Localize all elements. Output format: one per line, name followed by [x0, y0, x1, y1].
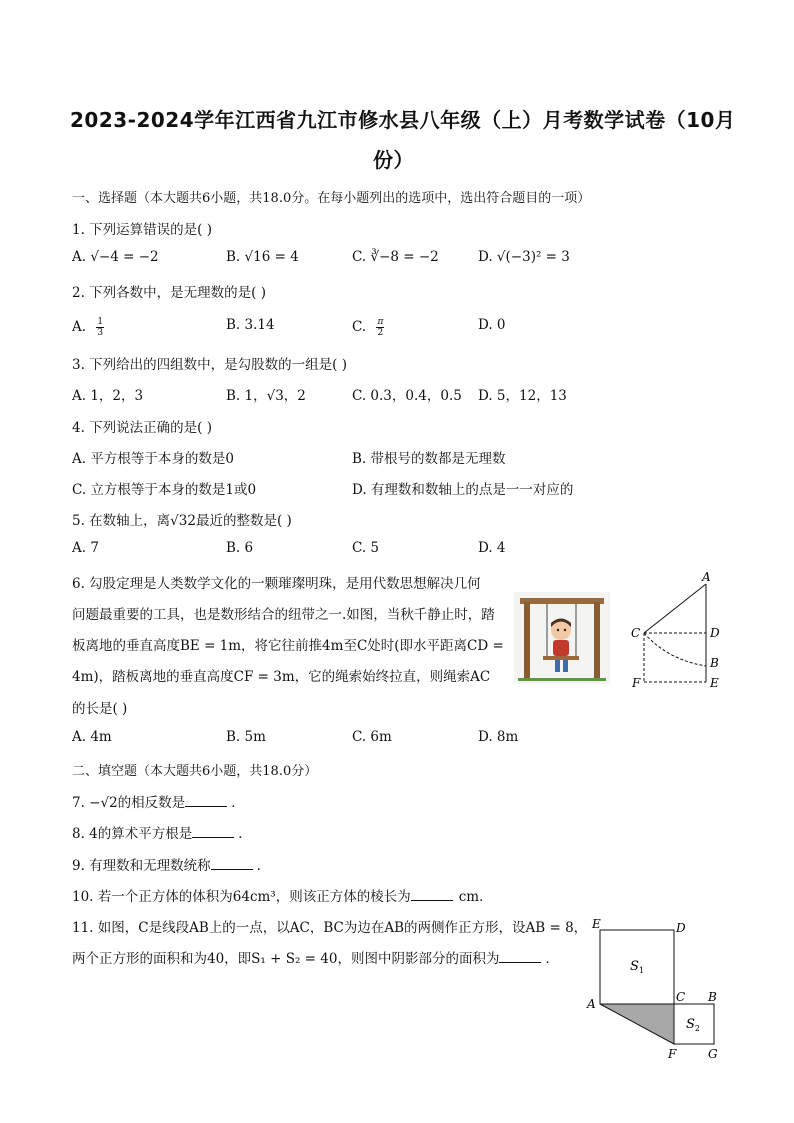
question-1-option-a: A. √−4 = −2 — [72, 249, 159, 265]
fraction-numerator: π — [377, 317, 384, 327]
question-6-line-4: 4m)，踏板离地的垂直高度CF = 3m，它的绳索始终拉直，则绳索AC — [72, 669, 491, 685]
question-5-option-b: B. 6 — [226, 540, 254, 556]
answer-blank[interactable] — [499, 950, 541, 963]
question-2-stem: 2. 下列各数中，是无理数的是( ) — [72, 285, 266, 301]
fraction-denominator: 3 — [97, 328, 104, 338]
point-label-b: B — [708, 990, 717, 1004]
question-6-line-2: 问题最重要的工具，也是数形结合的纽带之一.如图，当秋千静止时，踏 — [72, 607, 495, 623]
question-3-option-c: C. 0.3，0.4，0.5 — [352, 388, 462, 404]
question-6-line-5: 的长是( ) — [72, 701, 128, 717]
question-6-line-1: 6. 勾股定理是人类数学文化的一颗璀璨明珠，是用代数思想解决几何 — [72, 576, 481, 592]
question-4-option-c: C. 立方根等于本身的数是1或0 — [72, 482, 257, 498]
fraction-numerator: 1 — [97, 317, 104, 327]
question-3-option-b: B. 1，√3，2 — [226, 388, 306, 404]
question-3-option-a: A. 1，2，3 — [72, 388, 144, 404]
question-6-line-3: 板离地的垂直高度BE = 1m，将它往前推4m至C处时(即水平距离CD = — [72, 638, 504, 654]
answer-blank[interactable] — [411, 888, 453, 901]
question-2-option-a: A. $\frac{1}{3}$ — [72, 317, 104, 338]
question-8: 8. 4的算术平方根是 ． — [72, 826, 252, 842]
question-1-option-b: B. √16 = 4 — [226, 249, 299, 265]
question-6-option-d: D. 8m — [478, 729, 519, 745]
point-label-c: C — [631, 626, 641, 640]
question-2-option-c: C. $\frac{\pi}{2}$ — [352, 317, 384, 338]
point-label-c: C — [676, 990, 686, 1004]
point-label-a: A — [702, 570, 711, 584]
question-6-option-a: A. 4m — [72, 729, 112, 745]
question-11-figure — [584, 914, 724, 1064]
point-label-f: F — [632, 676, 641, 690]
question-1-stem: 1. 下列运算错误的是( ) — [72, 222, 212, 238]
question-2-option-d: D. 0 — [478, 317, 506, 333]
question-7: 7. −√2的相反数是 ． — [72, 795, 245, 811]
point-label-e: E — [592, 917, 601, 931]
question-5-option-a: A. 7 — [72, 540, 99, 556]
answer-blank[interactable] — [192, 825, 234, 838]
point-label-d: D — [676, 921, 686, 935]
question-1-option-d: D. √(−3)² = 3 — [478, 249, 570, 265]
fraction-denominator: 2 — [377, 328, 384, 338]
question-4-option-a: A. 平方根等于本身的数是0 — [72, 451, 234, 467]
section-heading-choice: 一、选择题（本大题共6小题，共18.0分。在每小题列出的选项中，选出符合题目的一项） — [72, 191, 591, 206]
question-4-option-b: B. 带根号的数都是无理数 — [352, 451, 506, 467]
question-5-option-c: C. 5 — [352, 540, 380, 556]
section-heading-fill: 二、填空题（本大题共6小题，共18.0分） — [72, 764, 318, 779]
question-1-option-c: C. ∛−8 = −2 — [352, 249, 439, 265]
point-label-d: D — [710, 626, 720, 640]
page-title: 2023-2024学年江西省九江市修水县八年级（上）月考数学试卷（10月 — [70, 108, 736, 132]
point-label-f: F — [668, 1047, 677, 1061]
question-5-stem: 5. 在数轴上，离√32最近的整数是( ) — [72, 513, 292, 529]
point-label-a: A — [587, 997, 596, 1011]
shaded-triangle — [600, 1004, 674, 1044]
question-10: 10. 若一个正方体的体积为64cm³，则该正方体的棱长为 cm． — [72, 889, 493, 905]
question-4-option-d: D. 有理数和数轴上的点是一一对应的 — [352, 482, 574, 498]
question-4-stem: 4. 下列说法正确的是( ) — [72, 420, 212, 436]
question-2-option-b: B. 3.14 — [226, 317, 275, 333]
question-3-stem: 3. 下列给出的四组数中，是勾股数的一组是( ) — [72, 357, 347, 373]
point-label-e: E — [710, 676, 719, 690]
question-11-line-1: 11. 如图，C是线段AB上的一点，以AC，BC为边在AB的两侧作正方形，设AB = 8， — [72, 920, 588, 936]
question-6-option-b: B. 5m — [226, 729, 266, 745]
question-6-figure — [628, 570, 728, 692]
area-label-s2: $S_2$ — [686, 1017, 700, 1033]
question-6-option-c: C. 6m — [352, 729, 392, 745]
swing-illustration — [514, 592, 610, 684]
point-label-g: G — [708, 1047, 718, 1061]
point-label-b: B — [710, 656, 719, 670]
page-title-continued: 份） — [373, 148, 414, 172]
area-label-s1: $S_1$ — [630, 959, 644, 975]
question-5-option-d: D. 4 — [478, 540, 506, 556]
answer-blank[interactable] — [211, 857, 253, 870]
question-3-option-d: D. 5，12，13 — [478, 388, 567, 404]
question-9: 9. 有理数和无理数统称 ． — [72, 858, 271, 874]
answer-blank[interactable] — [185, 794, 227, 807]
question-11-line-2: 两个正方形的面积和为40，即S₁ + S₂ = 40，则图中阴影部分的面积为 ． — [72, 951, 559, 967]
